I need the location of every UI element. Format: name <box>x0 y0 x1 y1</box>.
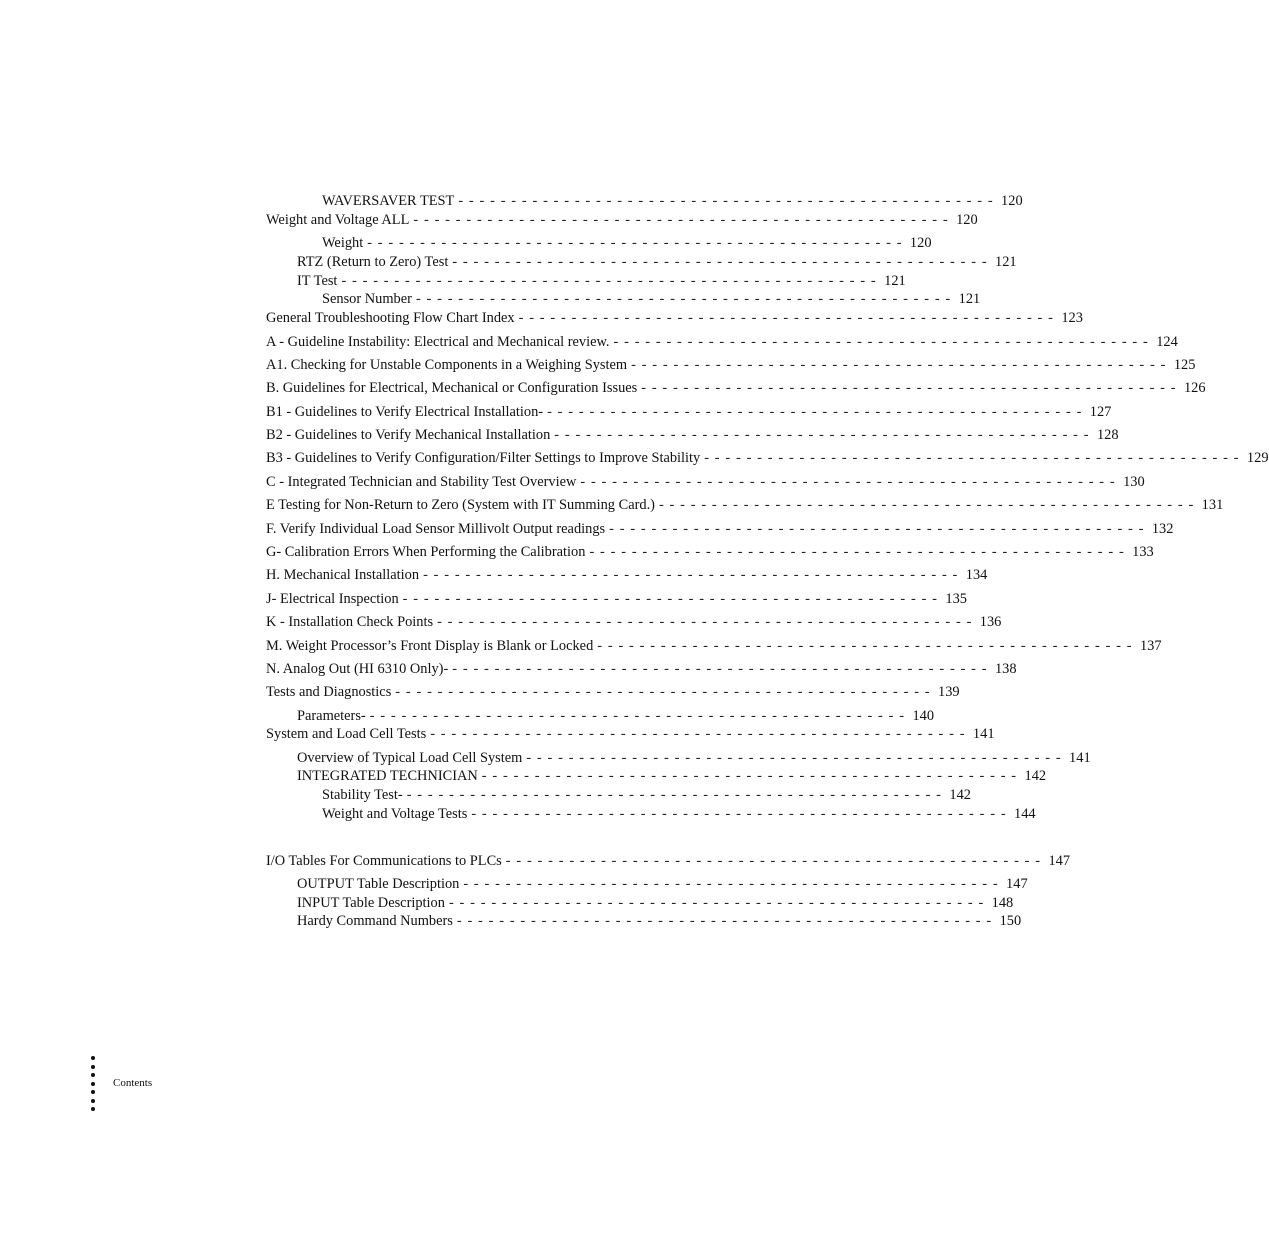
toc-entry-page: 130 <box>1123 474 1145 490</box>
toc-entry[interactable] <box>322 234 932 252</box>
toc-entry[interactable] <box>266 520 1174 538</box>
toc-entry-title: Overview of Typical Load Cell System <box>297 750 523 766</box>
dot-leader: - - - - - - - - - - - - - - - - - - - - - - - - - - - - - - - - - - - - - - - - - - - - - - - - - - - <box>406 787 941 803</box>
footer-dot <box>91 1082 95 1086</box>
dot-leader: - - - - - - - - - - - - - - - - - - - - - - - - - - - - - - - - - - - - - - - - - - - - - - - - - - - <box>547 404 1082 420</box>
dot-leader: - - - - - - - - - - - - - - - - - - - - - - - - - - - - - - - - - - - - - - - - - - - - - - - - - - - <box>597 638 1132 654</box>
toc-entry[interactable] <box>266 333 1178 351</box>
toc-entry-page: 135 <box>945 591 967 607</box>
toc-entry-title: WAVERSAVER TEST <box>322 193 455 209</box>
toc-entry[interactable] <box>266 426 1119 444</box>
toc-entry-title: Weight <box>322 235 364 251</box>
toc-entry-title: K - Installation Check Points <box>266 614 434 630</box>
toc-entry[interactable] <box>297 272 906 290</box>
toc-entry[interactable] <box>266 725 995 743</box>
footer-dot <box>91 1073 95 1077</box>
toc-entry-title: Tests and Diagnostics <box>266 684 392 700</box>
toc-entry-page: 121 <box>995 254 1017 270</box>
toc-entry[interactable] <box>297 875 1028 893</box>
dot-leader: - - - - - - - - - - - - - - - - - - - - - - - - - - - - - - - - - - - - - - - - - - - - - - - - - - - <box>415 291 951 307</box>
dot-leader: - - - - - - - - - - - - - - - - - - - - - - - - - - - - - - - - - - - - - - - - - - - - - - - - - - - <box>518 310 1053 326</box>
toc-entry-title: G- Calibration Errors When Performing the Calibration <box>266 544 586 560</box>
toc-entry-page: 147 <box>1006 876 1028 892</box>
dot-leader: - - - - - - - - - - - - - - - - - - - - - - - - - - - - - - - - - - - - - - - - - - - - - - - - - - - <box>430 726 965 742</box>
toc-entry[interactable] <box>322 805 1036 823</box>
dot-leader: - - - - - - - - - - - - - - - - - - - - - - - - - - - - - - - - - - - - - - - - - - - - - - - - - - - <box>589 544 1124 560</box>
toc-entry-page: 142 <box>1024 768 1047 784</box>
toc-entry-page: 120 <box>956 212 978 228</box>
toc-entry-title: F. Verify Individual Load Sensor Millivolt Output readings <box>266 521 606 537</box>
toc-entry-title: IT Test <box>297 273 338 289</box>
toc-entry-title: Sensor Number <box>322 291 412 307</box>
toc-entry-page: 134 <box>965 567 988 583</box>
toc-entry-title: I/O Tables For Communications to PLCs <box>266 853 502 869</box>
footer-section-label: Contents <box>113 1077 153 1089</box>
dot-leader: - - - - - - - - - - - - - - - - - - - - - - - - - - - - - - - - - - - - - - - - - - - - - - - - - - - <box>423 567 958 583</box>
toc-entry-title: Hardy Command Numbers <box>297 913 453 929</box>
toc-entry-title: M. Weight Processor’s Front Display is Blank or Locked <box>266 638 594 654</box>
toc-entry[interactable] <box>297 894 1014 912</box>
toc-entry-page: 141 <box>972 726 995 742</box>
toc-entry[interactable] <box>322 786 971 804</box>
toc-entry-title: Stability Test- <box>322 787 403 803</box>
dot-leader: - - - - - - - - - - - - - - - - - - - - - - - - - - - - - - - - - - - - - - - - - - - - - - - - - - - <box>554 427 1089 443</box>
toc-entry[interactable] <box>266 852 1071 870</box>
toc-entry-page: 125 <box>1173 357 1196 373</box>
dot-leader: - - - - - - - - - - - - - - - - - - - - - - - - - - - - - - - - - - - - - - - - - - - - - - - - - - - <box>641 380 1176 396</box>
dot-leader: - - - - - - - - - - - - - - - - - - - - - - - - - - - - - - - - - - - - - - - - - - - - - - - - - - - <box>658 497 1194 513</box>
toc-entry[interactable] <box>266 590 967 608</box>
toc-entry-page: 129 <box>1246 450 1269 466</box>
toc-entry[interactable] <box>297 707 935 725</box>
footer-dot <box>91 1099 95 1103</box>
toc-entry-title: E Testing for Non-Return to Zero (System with IT Summing Card.) <box>266 497 655 513</box>
dot-leader: - - - - - - - - - - - - - - - - - - - - - - - - - - - - - - - - - - - - - - - - - - - - - - - - - - - <box>471 806 1006 822</box>
toc-entry-page: 139 <box>938 684 960 700</box>
toc-entry[interactable] <box>266 660 1017 678</box>
dot-leader: - - - - - - - - - - - - - - - - - - - - - - - - - - - - - - - - - - - - - - - - - - - - - - - - - - - <box>395 684 930 700</box>
toc-entry-page: 131 <box>1201 497 1224 513</box>
dot-leader: - - - - - - - - - - - - - - - - - - - - - - - - - - - - - - - - - - - - - - - - - - - - - - - - - - - <box>463 876 998 892</box>
toc-entry-page: 120 <box>1001 193 1023 209</box>
footer-dot <box>91 1090 95 1094</box>
dot-leader: - - - - - - - - - - - - - - - - - - - - - - - - - - - - - - - - - - - - - - - - - - - - - - - - - - - <box>452 254 987 270</box>
toc-entry-page: 121 <box>958 291 981 307</box>
toc-entry-title: Weight and Voltage ALL <box>266 212 410 228</box>
dot-leader: - - - - - - - - - - - - - - - - - - - - - - - - - - - - - - - - - - - - - - - - - - - - - - - - - - - <box>402 591 937 607</box>
toc-entry-title: B1 - Guidelines to Verify Electrical Installation- <box>266 404 544 420</box>
toc-entry-title: A - Guideline Instability: Electrical and Mechanical review. <box>266 334 610 350</box>
toc-entry-title: A1. Checking for Unstable Components in a Weighing System <box>266 357 628 373</box>
toc-entry-title: System and Load Cell Tests <box>266 726 427 742</box>
toc-entry[interactable] <box>322 290 981 308</box>
toc-entry-page: 150 <box>999 913 1022 929</box>
toc-entry-title: Weight and Voltage Tests <box>322 806 468 822</box>
toc-entry[interactable] <box>297 912 1022 930</box>
toc-entry-title: RTZ (Return to Zero) Test <box>297 254 449 270</box>
toc-entry-page: 148 <box>991 895 1014 911</box>
dot-leader: - - - - - - - - - - - - - - - - - - - - - - - - - - - - - - - - - - - - - - - - - - - - - - - - - - - <box>448 895 984 911</box>
toc-entry-page: 136 <box>979 614 1002 630</box>
toc-entry-page: 133 <box>1132 544 1154 560</box>
toc-entry[interactable] <box>266 637 1162 655</box>
toc-entry-page: 126 <box>1183 380 1206 396</box>
footer-dot <box>91 1065 95 1069</box>
toc-entry[interactable] <box>266 613 1002 631</box>
toc-entry[interactable] <box>266 683 960 701</box>
toc-entry-page: 147 <box>1048 853 1071 869</box>
toc-entry[interactable] <box>322 192 1023 210</box>
footer-dot <box>91 1107 95 1111</box>
toc-entry-title: Parameters- <box>297 708 366 724</box>
toc-entry-page: 124 <box>1156 334 1178 350</box>
toc-entry-page: 132 <box>1151 521 1174 537</box>
toc-entry[interactable] <box>297 767 1047 785</box>
toc-entry-page: 128 <box>1096 427 1119 443</box>
toc-entry[interactable] <box>266 379 1206 397</box>
toc-entry-title: General Troubleshooting Flow Chart Index <box>266 310 515 326</box>
toc-entry-title: B2 - Guidelines to Verify Mechanical Installation <box>266 427 551 443</box>
dot-leader: - - - - - - - - - - - - - - - - - - - - - - - - - - - - - - - - - - - - - - - - - - - - - - - - - - - <box>437 614 972 630</box>
toc-entry-page: 127 <box>1089 404 1112 420</box>
toc-entry-page: 138 <box>994 661 1017 677</box>
dot-leader: - - - - - - - - - - - - - - - - - - - - - - - - - - - - - - - - - - - - - - - - - - - - - - - - - - - <box>452 661 987 677</box>
toc-entry-title: H. Mechanical Installation <box>266 567 420 583</box>
toc-entry[interactable] <box>266 211 978 229</box>
dot-leader: - - - - - - - - - - - - - - - - - - - - - - - - - - - - - - - - - - - - - - - - - - - - - - - - - - - <box>704 450 1239 466</box>
toc-entry[interactable] <box>297 749 1091 767</box>
toc-entry-page: 123 <box>1061 310 1083 326</box>
dot-leader: - - - - - - - - - - - - - - - - - - - - - - - - - - - - - - - - - - - - - - - - - - - - - - - - - - - <box>458 193 993 209</box>
toc-entry-title: B3 - Guidelines to Verify Configuration/Filter Settings to Improve Stability <box>266 450 701 466</box>
toc-entry-title: J- Electrical Inspection <box>266 591 399 607</box>
dot-leader: - - - - - - - - - - - - - - - - - - - - - - - - - - - - - - - - - - - - - - - - - - - - - - - - - - - <box>526 750 1061 766</box>
dot-leader: - - - - - - - - - - - - - - - - - - - - - - - - - - - - - - - - - - - - - - - - - - - - - - - - - - - <box>413 212 948 228</box>
toc-entry-title: N. Analog Out (HI 6310 Only)- <box>266 661 449 677</box>
toc-entry-page: 141 <box>1069 750 1091 766</box>
toc-entry[interactable] <box>266 473 1145 491</box>
toc-entry[interactable] <box>266 566 988 584</box>
toc-entry[interactable] <box>266 449 1269 467</box>
dot-leader: - - - - - - - - - - - - - - - - - - - - - - - - - - - - - - - - - - - - - - - - - - - - - - - - - - - <box>367 235 902 251</box>
toc-entry-page: 144 <box>1014 806 1036 822</box>
toc-entry[interactable] <box>266 309 1083 327</box>
toc-entry-page: 142 <box>949 787 971 803</box>
toc-entry-page: 120 <box>909 235 932 251</box>
dot-leader: - - - - - - - - - - - - - - - - - - - - - - - - - - - - - - - - - - - - - - - - - - - - - - - - - - - <box>456 913 992 929</box>
dot-leader: - - - - - - - - - - - - - - - - - - - - - - - - - - - - - - - - - - - - - - - - - - - - - - - - - - - <box>341 273 876 289</box>
dot-leader: - - - - - - - - - - - - - - - - - - - - - - - - - - - - - - - - - - - - - - - - - - - - - - - - - - - <box>609 521 1144 537</box>
dot-leader: - - - - - - - - - - - - - - - - - - - - - - - - - - - - - - - - - - - - - - - - - - - - - - - - - - - <box>580 474 1115 490</box>
footer-dot <box>91 1056 95 1060</box>
dot-leader: - - - - - - - - - - - - - - - - - - - - - - - - - - - - - - - - - - - - - - - - - - - - - - - - - - - <box>505 853 1041 869</box>
toc-entry-title: B. Guidelines for Electrical, Mechanical or Configuration Issues <box>266 380 638 396</box>
toc-entry-title: INTEGRATED TECHNICIAN <box>297 768 478 784</box>
toc-entry[interactable] <box>266 403 1112 421</box>
toc-entry-page: 140 <box>912 708 935 724</box>
dot-leader: - - - - - - - - - - - - - - - - - - - - - - - - - - - - - - - - - - - - - - - - - - - - - - - - - - - <box>369 708 905 724</box>
toc-entry-title: INPUT Table Description <box>297 895 445 911</box>
toc-entry-page: 137 <box>1139 638 1162 654</box>
toc-entry[interactable] <box>297 253 1017 271</box>
dot-leader: - - - - - - - - - - - - - - - - - - - - - - - - - - - - - - - - - - - - - - - - - - - - - - - - - - - <box>613 334 1148 350</box>
footer-dot-rule <box>91 1056 99 1116</box>
toc-entry[interactable] <box>266 543 1154 561</box>
toc-entry[interactable] <box>266 496 1224 514</box>
toc-entry-title: OUTPUT Table Description <box>297 876 460 892</box>
dot-leader: - - - - - - - - - - - - - - - - - - - - - - - - - - - - - - - - - - - - - - - - - - - - - - - - - - - <box>631 357 1166 373</box>
toc-entry-page: 121 <box>884 273 906 289</box>
toc-entry[interactable] <box>266 356 1196 374</box>
toc-entry-title: C - Integrated Technician and Stability Test Overview <box>266 474 577 490</box>
dot-leader: - - - - - - - - - - - - - - - - - - - - - - - - - - - - - - - - - - - - - - - - - - - - - - - - - - - <box>481 768 1017 784</box>
